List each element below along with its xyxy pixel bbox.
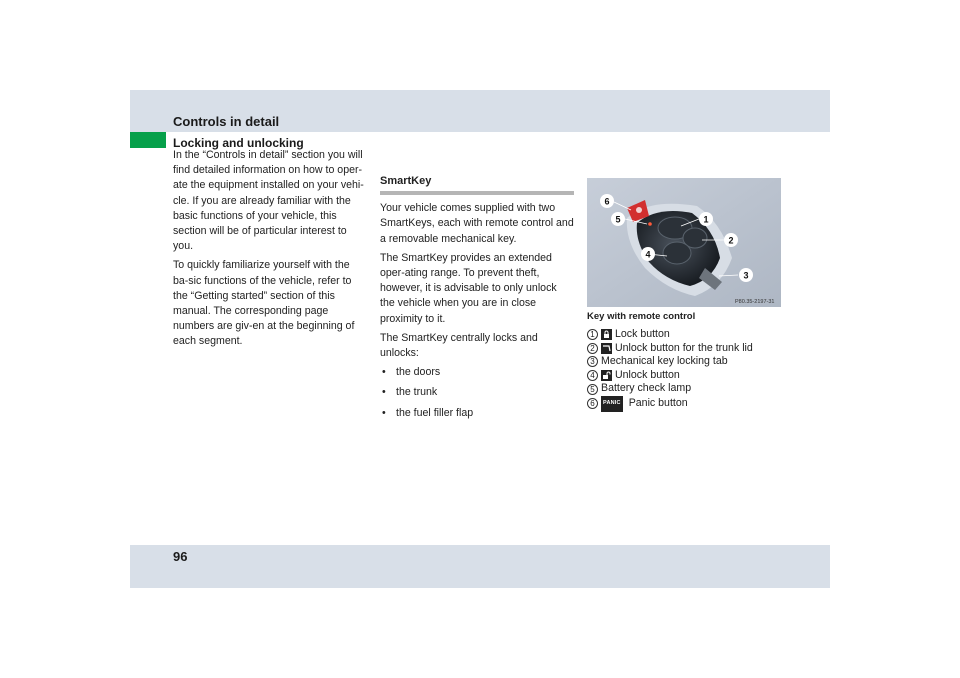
figure-caption: Key with remote control xyxy=(587,311,696,322)
legend-item: 6 PANIC Panic button xyxy=(587,396,817,412)
svg-text:4: 4 xyxy=(645,249,651,260)
callout-5 xyxy=(611,212,625,226)
svg-text:5: 5 xyxy=(615,214,621,225)
bullet-icon: • xyxy=(382,386,386,399)
lock-icon xyxy=(601,329,612,340)
svg-text:3: 3 xyxy=(743,270,749,281)
list-item: • the trunk xyxy=(380,385,574,400)
svg-text:1: 1 xyxy=(703,214,709,225)
smartkey-paragraph: The SmartKey provides an extended oper-ating range. To prevent theft, however, it is advisable to only unlock the vehicle when you are in close proximity to it. xyxy=(380,251,557,325)
callout-4 xyxy=(641,247,655,261)
image-reference: P80.35-2197-31 xyxy=(735,299,775,305)
trunk-icon xyxy=(601,343,612,354)
panic-icon: PANIC xyxy=(601,396,623,412)
intro-column xyxy=(173,148,367,354)
intro-paragraph: In the “Controls in detail” section you will find detailed information on how to oper-ate the equipment installed on your vehi-cle. If you are already familiar with the basic functions of your vehicle, this section will be of particular interest to you. xyxy=(173,149,364,253)
callout-2 xyxy=(724,233,738,247)
legend-item: 5 Battery check lamp xyxy=(587,382,817,396)
page-number: 96 xyxy=(173,549,188,564)
unlock-icon xyxy=(601,370,612,381)
figure-legend xyxy=(587,328,817,412)
section-title: Controls in detail xyxy=(173,114,280,129)
smartkey-paragraph: The SmartKey centrally locks and unlocks: xyxy=(380,331,538,360)
smartkey-photo xyxy=(587,178,781,307)
svg-text:2: 2 xyxy=(728,235,734,246)
list-item: • the fuel filler flap xyxy=(380,406,574,421)
bullet-icon: • xyxy=(382,366,386,379)
legend-item: 3 Mechanical key locking tab xyxy=(587,355,817,369)
legend-item: 1 Lock button xyxy=(587,328,817,342)
smartkey-paragraph: Your vehicle comes supplied with two SmartKeys, each with remote control and a removable mechanical key. xyxy=(380,202,574,245)
legend-item: 4 Unlock button xyxy=(587,369,817,383)
list-item: • the doors xyxy=(380,365,574,380)
smartkey-heading: SmartKey xyxy=(380,175,432,187)
smartkey-column xyxy=(380,174,574,426)
svg-text:6: 6 xyxy=(604,196,610,207)
callout-6 xyxy=(600,194,614,208)
callout-3 xyxy=(739,268,753,282)
section-marker xyxy=(130,132,166,148)
bullet-icon: • xyxy=(382,406,386,419)
intro-paragraph: To quickly familiarize yourself with the ba-sic functions of the vehicle, refer to the “Getting started” section of this manual. The corresponding page numbers are giv-en at the beginning of each segment. xyxy=(173,259,355,348)
section-subtitle: Locking and unlocking xyxy=(173,136,304,150)
callout-1 xyxy=(699,212,713,226)
heading-rule xyxy=(380,191,574,195)
footer-bar xyxy=(130,545,830,588)
legend-item: 2 Unlock button for the trunk lid xyxy=(587,342,817,356)
